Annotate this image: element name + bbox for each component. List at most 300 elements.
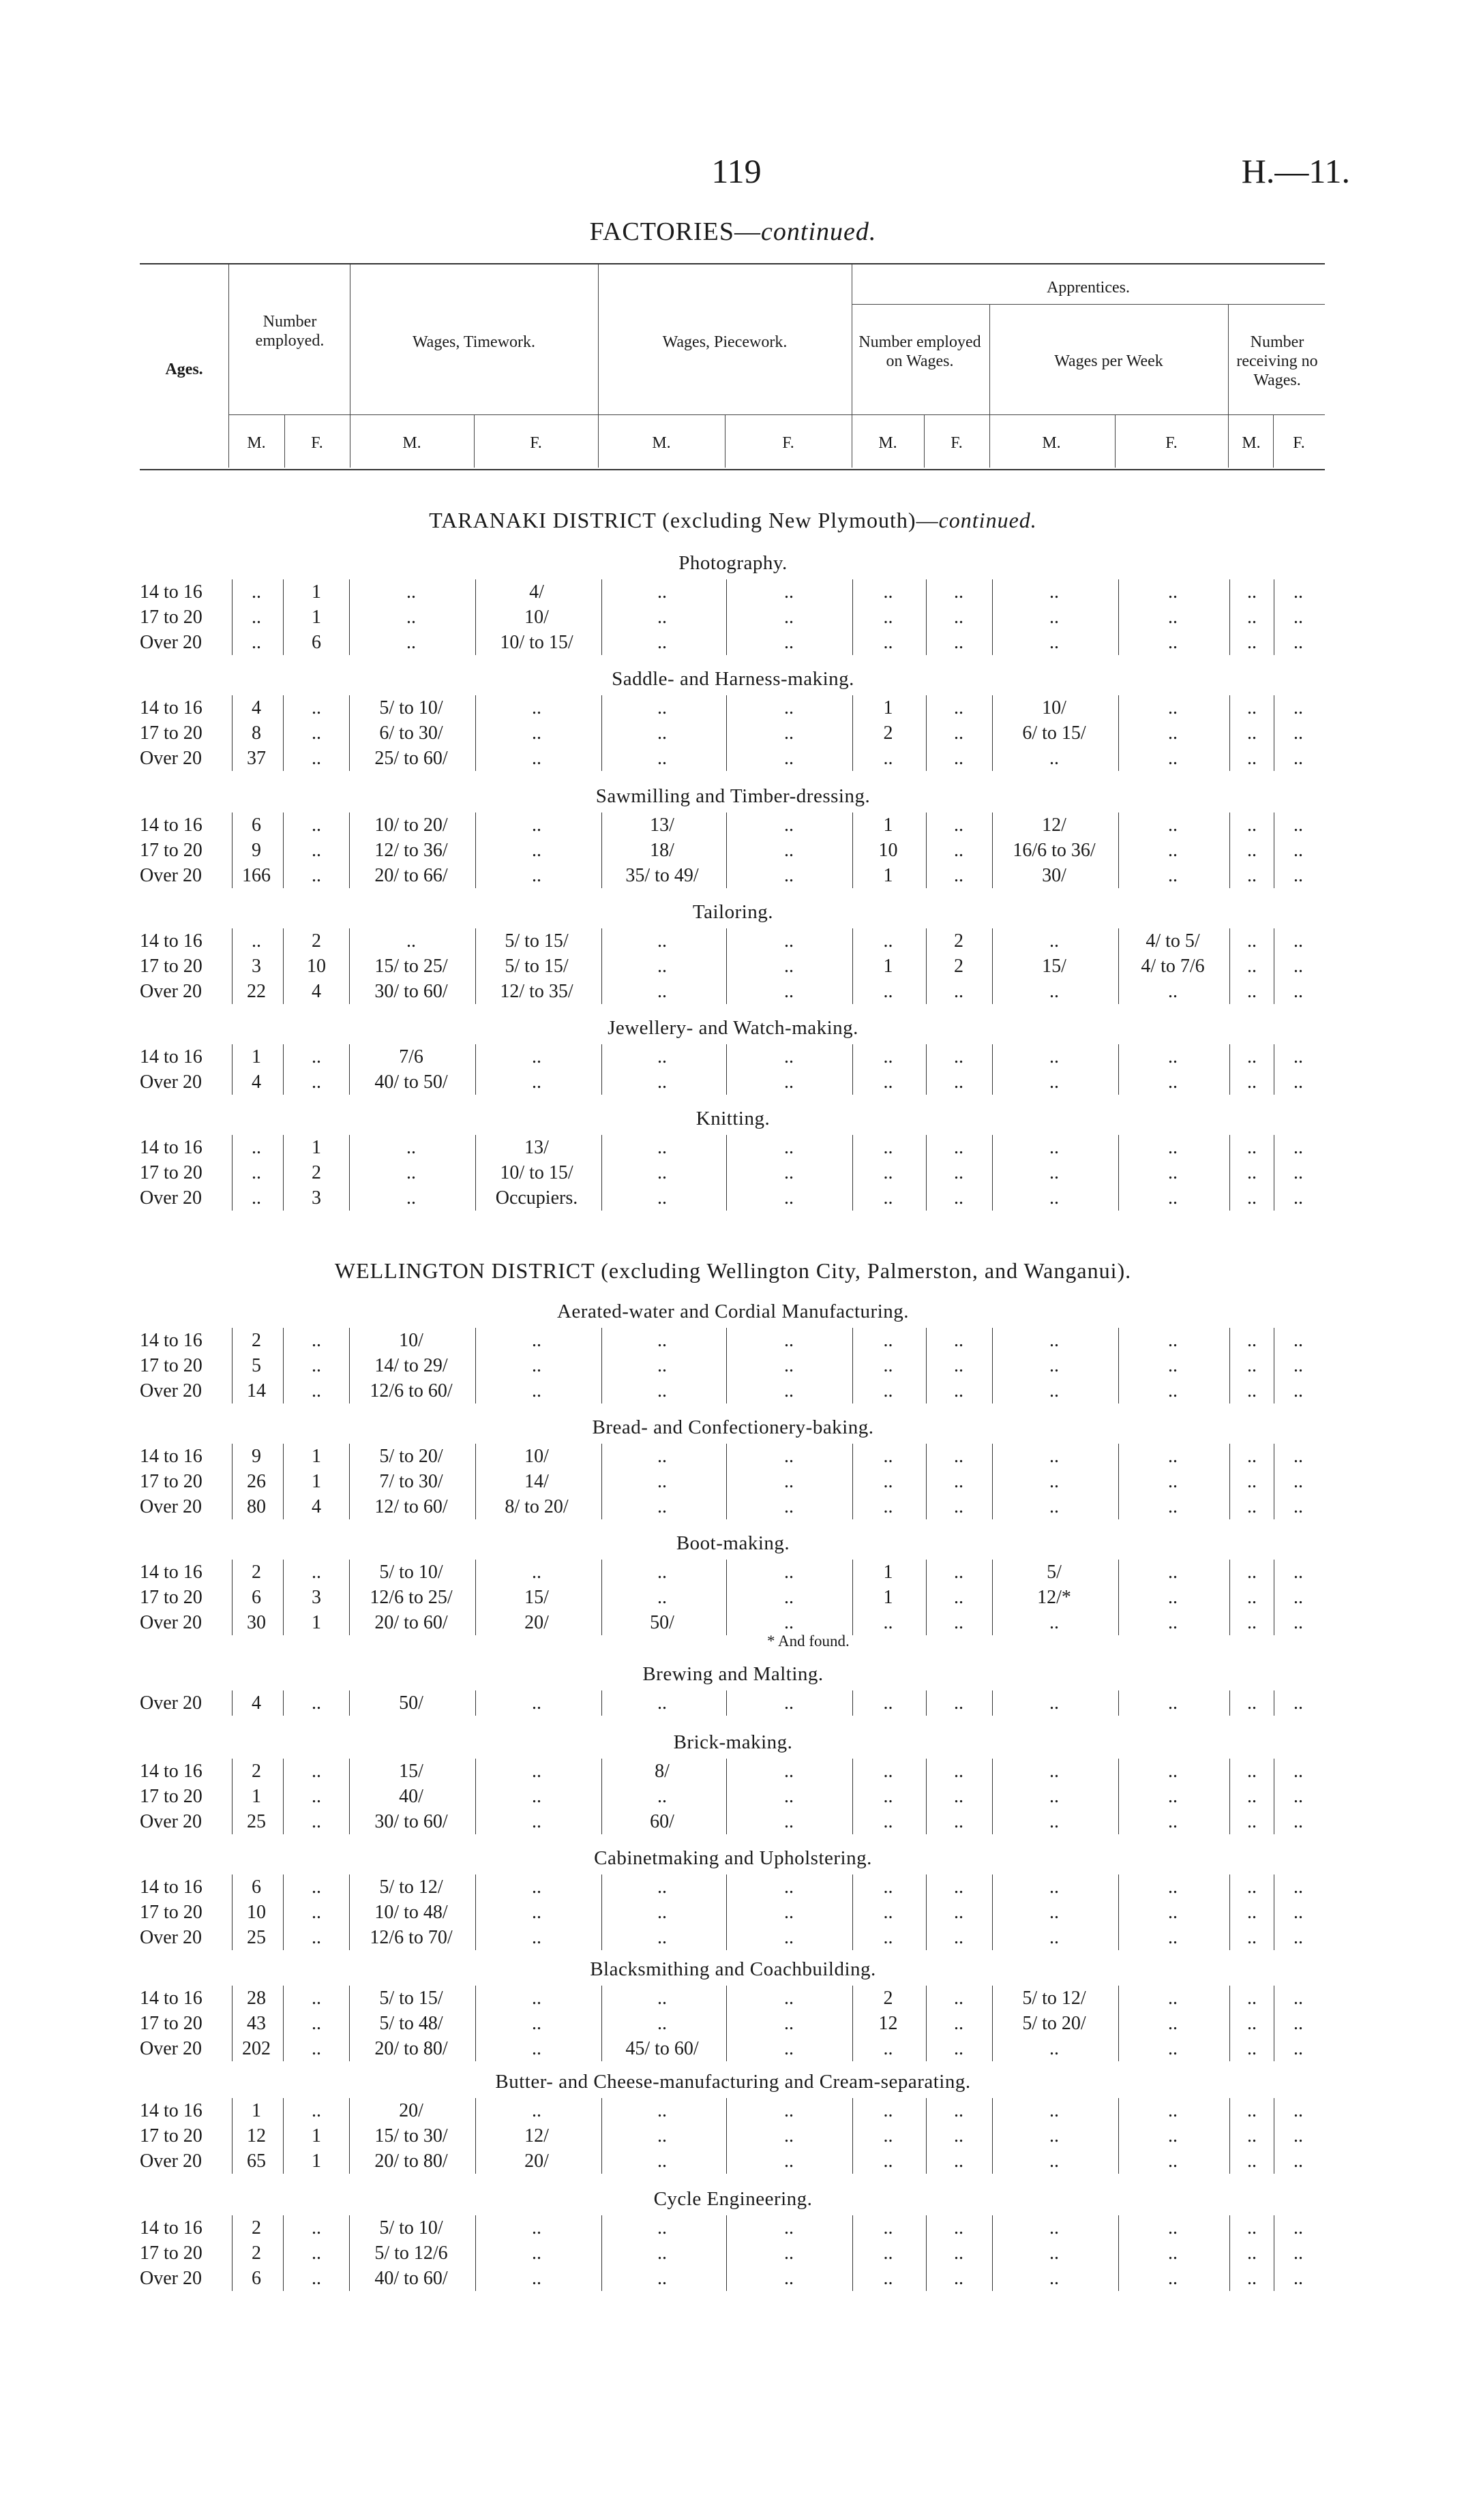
column-rule bbox=[926, 2266, 927, 2291]
table-cell: .. bbox=[406, 930, 416, 952]
table-cell: .. bbox=[252, 632, 261, 653]
table-cell: 2 bbox=[312, 1162, 321, 1183]
table-cell: .. bbox=[657, 956, 667, 977]
table-cell: .. bbox=[657, 1988, 667, 2009]
column-rule bbox=[926, 1560, 927, 1585]
table-cell: 1 bbox=[312, 1446, 321, 1467]
table-cell: .. bbox=[1049, 1072, 1059, 1093]
table-row bbox=[0, 928, 1466, 954]
table-row bbox=[0, 1494, 1466, 1519]
table-cell: .. bbox=[883, 1761, 893, 1782]
table-row bbox=[0, 1353, 1466, 1378]
table-row bbox=[0, 2266, 1466, 2291]
table-cell: .. bbox=[1168, 1471, 1178, 1492]
table-cell: 26 bbox=[247, 1471, 266, 1492]
table-cell: Over 20 bbox=[140, 748, 202, 769]
table-cell: .. bbox=[1293, 865, 1303, 886]
column-rule bbox=[1229, 863, 1230, 888]
table-cell: 1 bbox=[312, 2151, 321, 2172]
table-cell: 17 to 20 bbox=[140, 2013, 203, 2034]
table-row bbox=[0, 1610, 1466, 1635]
table-cell: .. bbox=[954, 1355, 963, 1376]
column-rule bbox=[283, 746, 284, 771]
table-cell: .. bbox=[1168, 840, 1178, 861]
table-cell: 12/ to 60/ bbox=[374, 1496, 448, 1517]
table-cell: .. bbox=[784, 2243, 794, 2264]
table-cell: 80 bbox=[247, 1496, 266, 1517]
industry-title: Photography. bbox=[678, 552, 788, 574]
table-cell: .. bbox=[657, 697, 667, 718]
column-rule bbox=[283, 605, 284, 630]
table-cell: .. bbox=[883, 607, 893, 628]
table-cell: 1 bbox=[312, 1137, 321, 1158]
table-cell: .. bbox=[1293, 1330, 1303, 1351]
table-cell: .. bbox=[784, 2151, 794, 2172]
table-cell: 17 to 20 bbox=[140, 1355, 203, 1376]
table-cell: .. bbox=[312, 723, 321, 744]
table-cell: 14 to 16 bbox=[140, 1988, 203, 2009]
table-cell: .. bbox=[1168, 1446, 1178, 1467]
table-row bbox=[0, 746, 1466, 771]
table-cell: .. bbox=[954, 2151, 963, 2172]
table-cell: 14 to 16 bbox=[140, 1761, 203, 1782]
table-cell: .. bbox=[1168, 1496, 1178, 1517]
column-rule bbox=[1229, 1185, 1230, 1211]
table-row bbox=[0, 695, 1466, 720]
table-row bbox=[0, 1044, 1466, 1069]
table-cell: .. bbox=[657, 981, 667, 1002]
table-cell: .. bbox=[1168, 815, 1178, 836]
title-text: FACTORIES— bbox=[589, 217, 762, 246]
table-cell: .. bbox=[532, 1877, 541, 1898]
column-rule bbox=[283, 1069, 284, 1095]
industry-title: Brick-making. bbox=[673, 1731, 793, 1753]
column-rule bbox=[926, 954, 927, 979]
column-rule bbox=[283, 1874, 284, 1900]
table-cell: .. bbox=[784, 2217, 794, 2238]
column-rule bbox=[1229, 1809, 1230, 1834]
table-cell: Over 20 bbox=[140, 2038, 202, 2059]
table-cell: .. bbox=[1168, 1187, 1178, 1209]
district-title bbox=[0, 508, 1466, 533]
column-rule bbox=[926, 2123, 927, 2149]
table-row bbox=[0, 1690, 1466, 1716]
district-name: TARANAKI DISTRICT (excluding New Plymouth)— bbox=[429, 508, 939, 532]
district-continued: continued. bbox=[938, 508, 1037, 532]
table-cell: .. bbox=[532, 2100, 541, 2121]
column-rule bbox=[1229, 1759, 1230, 1784]
table-cell: .. bbox=[657, 581, 667, 603]
table-cell: 17 to 20 bbox=[140, 2243, 203, 2264]
table-cell: .. bbox=[657, 607, 667, 628]
industry-title: Butter- and Cheese-manufacturing and Cream-separating. bbox=[495, 2071, 971, 2093]
table-cell: .. bbox=[784, 2125, 794, 2146]
table-cell: Over 20 bbox=[140, 981, 202, 1002]
column-rule bbox=[1229, 1585, 1230, 1610]
table-cell: .. bbox=[1293, 2013, 1303, 2034]
table-cell: .. bbox=[1049, 1355, 1059, 1376]
table-cell: .. bbox=[657, 1072, 667, 1093]
table-cell: .. bbox=[312, 2013, 321, 2034]
table-cell: .. bbox=[1293, 1446, 1303, 1467]
table-cell: .. bbox=[1168, 1877, 1178, 1898]
table-cell: .. bbox=[883, 581, 893, 603]
table-cell: .. bbox=[532, 1811, 541, 1832]
table-row bbox=[0, 1560, 1466, 1585]
table-row bbox=[0, 1185, 1466, 1211]
table-cell: .. bbox=[1247, 1187, 1257, 1209]
table-cell: .. bbox=[1168, 1330, 1178, 1351]
table-cell: 5/ to 10/ bbox=[379, 2217, 443, 2238]
table-cell: .. bbox=[1049, 2100, 1059, 2121]
table-cell: 12/ bbox=[524, 2125, 549, 2146]
column-rule bbox=[1229, 1378, 1230, 1403]
table-cell: 14/ bbox=[524, 1471, 549, 1492]
table-cell: .. bbox=[1247, 1811, 1257, 1832]
table-cell: Occupiers. bbox=[495, 1187, 578, 1209]
table-cell: .. bbox=[954, 607, 963, 628]
table-cell: .. bbox=[954, 815, 963, 836]
table-cell: 2 bbox=[252, 1761, 261, 1782]
table-cell: .. bbox=[1168, 2243, 1178, 2264]
table-cell: .. bbox=[954, 2013, 963, 2034]
column-rule bbox=[283, 2123, 284, 2149]
col-m: M. bbox=[652, 434, 671, 452]
table-cell: 1 bbox=[312, 2125, 321, 2146]
column-rule bbox=[283, 1353, 284, 1378]
table-cell: Over 20 bbox=[140, 1380, 202, 1401]
table-cell: 4 bbox=[252, 1072, 261, 1093]
table-cell: .. bbox=[312, 865, 321, 886]
column-rule bbox=[1229, 813, 1230, 838]
table-cell: .. bbox=[954, 1692, 963, 1714]
table-cell: .. bbox=[883, 1137, 893, 1158]
table-cell: .. bbox=[784, 632, 794, 653]
table-cell: 35/ to 49/ bbox=[625, 865, 699, 886]
table-cell: 40/ to 60/ bbox=[374, 2268, 448, 2289]
table-row bbox=[0, 1925, 1466, 1950]
table-cell: .. bbox=[1293, 607, 1303, 628]
table-cell: .. bbox=[532, 1380, 541, 1401]
table-cell: 6 bbox=[252, 2268, 261, 2289]
table-cell: .. bbox=[1247, 632, 1257, 653]
table-cell: 4 bbox=[252, 697, 261, 718]
table-cell: .. bbox=[784, 2038, 794, 2059]
table-cell: .. bbox=[784, 1562, 794, 1583]
table-cell: .. bbox=[1049, 1187, 1059, 1209]
table-cell: .. bbox=[954, 865, 963, 886]
table-cell: .. bbox=[252, 1162, 261, 1183]
column-rule bbox=[283, 630, 284, 655]
table-cell: .. bbox=[883, 1187, 893, 1209]
column-rule bbox=[1229, 1494, 1230, 1519]
table-cell: .. bbox=[883, 1330, 893, 1351]
table-cell: .. bbox=[784, 1355, 794, 1376]
table-cell: 20/ to 80/ bbox=[374, 2151, 448, 2172]
table-cell: 8/ bbox=[655, 1761, 670, 1782]
table-cell: .. bbox=[883, 2151, 893, 2172]
table-row bbox=[0, 2123, 1466, 2149]
column-rule bbox=[283, 1378, 284, 1403]
table-cell: 12 bbox=[247, 2125, 266, 2146]
table-cell: 1 bbox=[883, 697, 893, 718]
table-cell: .. bbox=[657, 1786, 667, 1807]
column-rule bbox=[926, 2011, 927, 2036]
table-cell: .. bbox=[1049, 748, 1059, 769]
table-cell: .. bbox=[1049, 2125, 1059, 2146]
col-appr-no-wages: Number receiving no Wages. bbox=[1236, 333, 1318, 389]
table-cell: 10/ to 15/ bbox=[500, 632, 573, 653]
table-cell: .. bbox=[1168, 1988, 1178, 2009]
table-cell: .. bbox=[657, 1046, 667, 1067]
table-cell: .. bbox=[954, 2038, 963, 2059]
table-cell: .. bbox=[1049, 1927, 1059, 1948]
column-rule bbox=[283, 838, 284, 863]
table-cell: .. bbox=[1293, 1187, 1303, 1209]
table-cell: .. bbox=[954, 581, 963, 603]
table-cell: .. bbox=[657, 2100, 667, 2121]
table-cell: 14 to 16 bbox=[140, 1137, 203, 1158]
table-cell: 4 bbox=[252, 1692, 261, 1714]
table-cell: .. bbox=[1247, 956, 1257, 977]
table-cell: .. bbox=[312, 1355, 321, 1376]
table-row bbox=[0, 2011, 1466, 2036]
table-cell: .. bbox=[1247, 1446, 1257, 1467]
table-cell: .. bbox=[954, 1902, 963, 1923]
table-cell: .. bbox=[1293, 1162, 1303, 1183]
table-cell: .. bbox=[883, 1927, 893, 1948]
column-rule bbox=[926, 1809, 927, 1834]
table-cell: .. bbox=[1168, 2125, 1178, 2146]
column-rule bbox=[283, 695, 284, 720]
table-cell: 6 bbox=[252, 815, 261, 836]
table-cell: .. bbox=[312, 2100, 321, 2121]
table-cell: .. bbox=[1247, 1988, 1257, 2009]
table-cell: .. bbox=[784, 2100, 794, 2121]
table-cell: .. bbox=[954, 1187, 963, 1209]
table-cell: 17 to 20 bbox=[140, 1162, 203, 1183]
table-cell: 12/6 to 25/ bbox=[370, 1587, 453, 1608]
table-cell: .. bbox=[252, 607, 261, 628]
table-cell: 25 bbox=[247, 1927, 266, 1948]
column-rule bbox=[283, 2036, 284, 2061]
column-rule bbox=[926, 2215, 927, 2241]
table-cell: 3 bbox=[252, 956, 261, 977]
table-cell: .. bbox=[657, 1562, 667, 1583]
table-cell: .. bbox=[312, 748, 321, 769]
table-cell: .. bbox=[1247, 1927, 1257, 1948]
column-rule bbox=[283, 863, 284, 888]
table-cell: 5/ to 12/6 bbox=[374, 2243, 448, 2264]
table-cell: 2 bbox=[252, 2217, 261, 2238]
column-rule bbox=[1229, 695, 1230, 720]
column-rule bbox=[283, 813, 284, 838]
table-cell: .. bbox=[1293, 1927, 1303, 1948]
table-cell: 40/ bbox=[399, 1786, 423, 1807]
table-cell: .. bbox=[1049, 1612, 1059, 1633]
table-row bbox=[0, 1328, 1466, 1353]
industry-title: Sawmilling and Timber-dressing. bbox=[595, 785, 871, 807]
table-cell: 17 to 20 bbox=[140, 1471, 203, 1492]
table-cell: 5/ to 48/ bbox=[379, 2013, 443, 2034]
table-cell: .. bbox=[532, 1072, 541, 1093]
table-cell: 5/ to 20/ bbox=[379, 1446, 443, 1467]
table-cell: 1 bbox=[883, 956, 893, 977]
table-cell: .. bbox=[784, 815, 794, 836]
table-cell: .. bbox=[1049, 2243, 1059, 2264]
table-cell: .. bbox=[1168, 1137, 1178, 1158]
table-cell: .. bbox=[1168, 1927, 1178, 1948]
column-rule bbox=[283, 1185, 284, 1211]
table-row bbox=[0, 1378, 1466, 1403]
table-cell: Over 20 bbox=[140, 865, 202, 886]
table-cell: 30/ to 60/ bbox=[374, 1811, 448, 1832]
column-rule bbox=[1229, 579, 1230, 605]
column-rule bbox=[1229, 838, 1230, 863]
column-rule bbox=[1229, 1986, 1230, 2011]
table-cell: .. bbox=[1049, 1811, 1059, 1832]
table-cell: 1 bbox=[312, 1471, 321, 1492]
column-rule bbox=[926, 928, 927, 954]
table-cell: .. bbox=[1049, 2151, 1059, 2172]
column-rule bbox=[926, 1925, 927, 1950]
table-cell: 5/ to 12/ bbox=[379, 1877, 443, 1898]
column-rule bbox=[283, 1444, 284, 1469]
table-cell: .. bbox=[1293, 1612, 1303, 1633]
table-row bbox=[0, 1469, 1466, 1494]
table-row bbox=[0, 979, 1466, 1004]
table-row bbox=[0, 1444, 1466, 1469]
table-cell: 1 bbox=[312, 581, 321, 603]
table-cell: .. bbox=[1247, 1355, 1257, 1376]
table-cell: .. bbox=[1168, 981, 1178, 1002]
column-rule bbox=[926, 630, 927, 655]
table-cell: 17 to 20 bbox=[140, 1902, 203, 1923]
table-cell: .. bbox=[657, 2013, 667, 2034]
table-cell: .. bbox=[883, 2243, 893, 2264]
table-cell: .. bbox=[657, 1446, 667, 1467]
col-m: M. bbox=[878, 434, 897, 452]
column-rule bbox=[283, 2241, 284, 2266]
page-title bbox=[0, 217, 1466, 247]
table-cell: .. bbox=[883, 981, 893, 1002]
table-cell: 10 bbox=[247, 1902, 266, 1923]
table-cell: .. bbox=[657, 2125, 667, 2146]
table-cell: 14 to 16 bbox=[140, 2217, 203, 2238]
table-cell: .. bbox=[1049, 1692, 1059, 1714]
column-rule bbox=[926, 1444, 927, 1469]
column-rule bbox=[1229, 1353, 1230, 1378]
column-rule bbox=[283, 1784, 284, 1809]
table-cell: .. bbox=[532, 2217, 541, 2238]
table-cell: .. bbox=[532, 1692, 541, 1714]
table-cell: 2 bbox=[252, 1562, 261, 1583]
table-cell: 12/ to 35/ bbox=[500, 981, 573, 1002]
table-cell: .. bbox=[1247, 1072, 1257, 1093]
table-cell: .. bbox=[532, 1355, 541, 1376]
table-cell: .. bbox=[1049, 1162, 1059, 1183]
table-cell: .. bbox=[1247, 2268, 1257, 2289]
table-cell: .. bbox=[784, 1380, 794, 1401]
table-cell: .. bbox=[312, 1988, 321, 2009]
table-cell: .. bbox=[1293, 1496, 1303, 1517]
column-rule bbox=[1229, 2011, 1230, 2036]
table-cell: .. bbox=[954, 1761, 963, 1782]
table-cell: 14 to 16 bbox=[140, 815, 203, 836]
table-cell: 1 bbox=[883, 1562, 893, 1583]
table-cell: .. bbox=[784, 607, 794, 628]
table-cell: .. bbox=[312, 1902, 321, 1923]
column-rule bbox=[926, 1069, 927, 1095]
industry-title: Cycle Engineering. bbox=[653, 2188, 813, 2210]
table-cell: .. bbox=[532, 2013, 541, 2034]
column-rule bbox=[1229, 1469, 1230, 1494]
col-appr-number-on-wages: Number employed on Wages. bbox=[858, 333, 981, 370]
table-cell: .. bbox=[784, 840, 794, 861]
table-cell: 6 bbox=[252, 1877, 261, 1898]
table-cell: .. bbox=[883, 1046, 893, 1067]
table-cell: .. bbox=[1168, 2268, 1178, 2289]
table-cell: .. bbox=[784, 1496, 794, 1517]
column-rule bbox=[1229, 1900, 1230, 1925]
column-rule bbox=[1229, 746, 1230, 771]
table-cell: .. bbox=[657, 1380, 667, 1401]
table-cell: 166 bbox=[242, 865, 271, 886]
table-cell: .. bbox=[784, 1786, 794, 1807]
table-cell: .. bbox=[657, 1162, 667, 1183]
table-cell: 14 to 16 bbox=[140, 697, 203, 718]
table-cell: .. bbox=[312, 2268, 321, 2289]
table-cell: .. bbox=[1049, 1046, 1059, 1067]
table-cell: .. bbox=[1049, 632, 1059, 653]
table-cell: .. bbox=[657, 1187, 667, 1209]
table-cell: .. bbox=[657, 2268, 667, 2289]
table-cell: .. bbox=[784, 1877, 794, 1898]
table-cell: 1 bbox=[883, 865, 893, 886]
table-cell: 5/ to 15/ bbox=[505, 956, 569, 977]
column-rule bbox=[283, 2149, 284, 2174]
table-cell: .. bbox=[312, 1562, 321, 1583]
table-cell: 10/ bbox=[524, 607, 549, 628]
table-cell: 5/ to 10/ bbox=[379, 1562, 443, 1583]
table-cell: .. bbox=[883, 1162, 893, 1183]
table-cell: .. bbox=[1293, 1902, 1303, 1923]
table-cell: .. bbox=[1293, 697, 1303, 718]
table-cell: 1 bbox=[252, 2100, 261, 2121]
table-cell: 3 bbox=[312, 1587, 321, 1608]
table-cell: .. bbox=[1247, 581, 1257, 603]
table-cell: .. bbox=[1049, 1137, 1059, 1158]
table-cell: .. bbox=[1168, 723, 1178, 744]
column-rule bbox=[283, 720, 284, 746]
table-cell: .. bbox=[954, 840, 963, 861]
table-cell: 5/ bbox=[1047, 1562, 1062, 1583]
col-f: F. bbox=[1165, 434, 1178, 452]
table-cell: .. bbox=[883, 1877, 893, 1898]
table-cell: 20/ bbox=[524, 2151, 549, 2172]
table-cell: .. bbox=[1247, 1786, 1257, 1807]
table-cell: 18/ bbox=[650, 840, 674, 861]
table-cell: .. bbox=[406, 607, 416, 628]
table-cell: 10/ bbox=[399, 1330, 423, 1351]
table-cell: .. bbox=[1049, 1877, 1059, 1898]
table-cell: .. bbox=[1247, 1137, 1257, 1158]
table-cell: .. bbox=[883, 1072, 893, 1093]
table-cell: 12 bbox=[878, 2013, 898, 2034]
column-rule bbox=[283, 579, 284, 605]
table-cell: .. bbox=[883, 1471, 893, 1492]
table-cell: .. bbox=[1247, 2038, 1257, 2059]
